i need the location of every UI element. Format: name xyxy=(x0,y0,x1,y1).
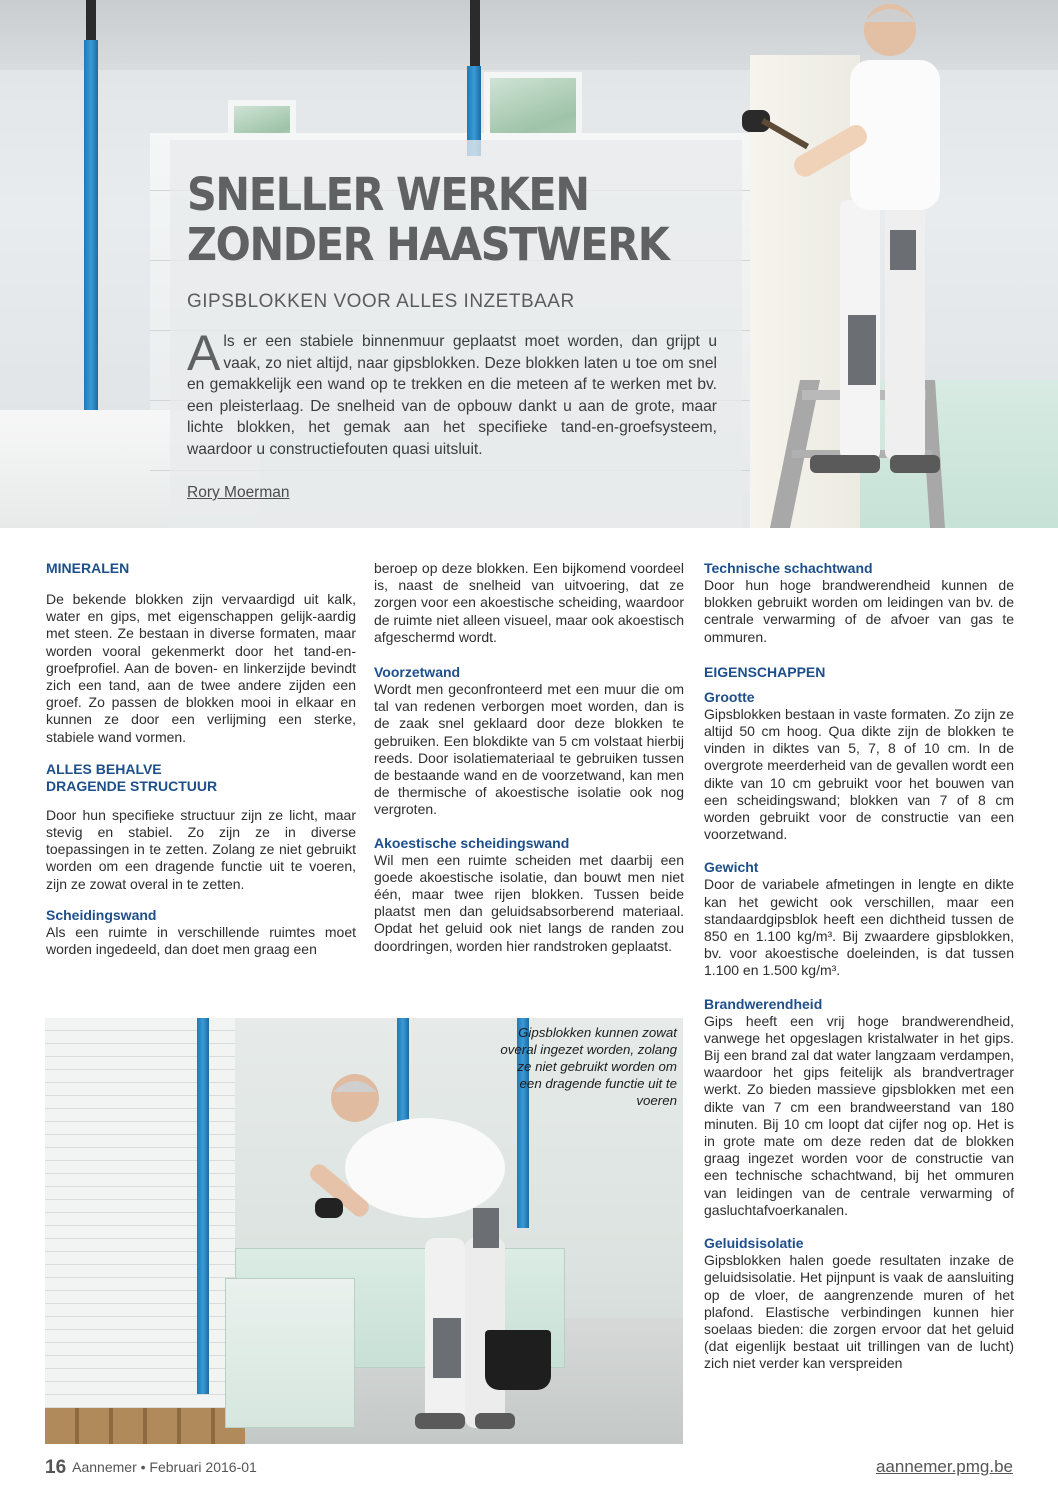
paragraph: beroep op deze blokken. Een bijkomend voordeel is, naast de snelheid van uitvoering, dat ze zorgen voor een akoestische scheiding, waardoor de ruimte niet alleen visueel, maar ook akoestisch afgeschermd wordt. xyxy=(374,560,684,645)
text-column-3 xyxy=(704,560,1014,1373)
title-line-2: ZONDER HAASTWERK xyxy=(187,218,669,271)
prop-rod xyxy=(86,0,96,40)
paragraph: Gipsblokken bestaan in vaste formaten. Zo zijn ze altijd 50 cm hoog. Qua dikte zijn de blokken te vinden in diktes van 5, 7, 8 of 10 cm. In de overgrote meerderheid van de gevallen wordt een dikte van 10 cm gebruikt voor het bouwen van een scheidingswand; blokken van 7 of 8 cm worden gebruikt voor de constructie van een voorzetwand. xyxy=(704,705,1014,843)
title-line-1: SNELLER WERKEN xyxy=(187,168,589,221)
paragraph: Als een ruimte in verschillende ruimtes moet worden ingedeeld, dan doet men graag een xyxy=(46,923,356,958)
text-column-2 xyxy=(374,560,684,955)
paragraph: Door hun specifieke structuur zijn ze licht, maar stevig en stabiel. Zo zijn ze in diverse toepassingen in te zetten. Zolang ze niet gebruikt worden om een dragende functie uit te voeren, zijn ze zowat overal in te zetten. xyxy=(46,806,356,892)
worker-photo xyxy=(45,1018,683,1444)
footer-left xyxy=(45,1457,257,1479)
paragraph: Wil men een ruimte scheiden met daarbij een goede akoestische isolatie, dan bouwt men niet één, maar twee rijen blokken. Tussen beide plaatst men dan geluidsabsorberend materiaal. Opdat het geluid ook niet langs de randen zou doordringen, worden hier randstroken geplaatst. xyxy=(374,851,684,954)
intro-text: ls er een stabiele binnenmuur geplaatst moet worden, dan grijpt u vaak, zo niet altijd, naar gipsblokken. Deze blokken laten u toe om snel en gemakkelijk een wand op te trekken en die meteen af te werken met bv. een pleisterlaag. De snelheid van de opbouw dankt u aan de grote, maar lichte blokken, het gemak aan het specifieke tand-en-groefsysteem, waardoor u constructiefouten quasi uitsluit. xyxy=(187,333,717,458)
article-subtitle: GIPSBLOKKEN VOOR ALLES INZETBAAR xyxy=(187,291,575,312)
subheading: Technische schachtwand xyxy=(704,560,873,576)
section-heading: EIGENSCHAPPEN xyxy=(704,663,826,680)
drop-cap: A xyxy=(187,325,221,381)
subheading: Voorzetwand xyxy=(374,664,461,681)
worker-on-ladder-illustration xyxy=(730,0,1058,528)
photo-caption: Gipsblokken kunnen zowat overal ingezet worden, zolang ze niet gebruikt worden om een dragende functie uit te voeren xyxy=(500,1025,677,1108)
subheading: Scheidingswand xyxy=(46,906,157,923)
text-column-1 xyxy=(46,560,356,958)
paragraph: Door de variabele afmetingen in lengte en dikte kan het gewicht ook verschillen, maar een standaardgipsblok heeft een dichtheid tussen de 850 en 1.100 kg/m³. Bij zwaardere gipsblokken, bv. voor akoestische doeleinden, is dat tussen 1.100 en 1.500 kg/m³. xyxy=(704,876,1014,979)
paragraph: Gipsblokken halen goede resultaten inzake de geluidsisolatie. Het pijnpunt is vaak de aansluiting op de vloer, de aangrenzende muren of het plafond. Elastische verbindingen kunnen hier soelaas bieden: die zorgen ervoor dat het geluid (dat eigenlijk bestaat uit trillingen van de lucht) zich niet verder kan verspreiden xyxy=(704,1252,1014,1372)
publication-info: Aannemer • Februari 2016-01 xyxy=(72,1459,257,1475)
intro-paragraph xyxy=(187,325,717,461)
section-heading xyxy=(46,761,356,795)
blue-prop xyxy=(84,40,98,410)
section-heading: MINERALEN xyxy=(46,560,130,576)
website-link[interactable]: aannemer.pmg.be xyxy=(875,1457,1013,1476)
bucket xyxy=(485,1330,551,1390)
paragraph: Wordt men geconfronteerd met een muur die om tal van redenen verborgen moet worden, dan is de zaak snel geklaard door deze blokken te gebruiken. Een blokdikte van 5 cm volstaat hierbij reeds. Door isolatiemateriaal te gebruiken tussen de bestaande wand en de voorzetwand, kan men de thermische of akoestische isolatie ook nog vergroten. xyxy=(374,681,684,818)
heading-line: ALLES BEHALVE xyxy=(46,760,162,777)
paragraph: De bekende blokken zijn vervaardigd uit kalk, water en gips, met eigenschappen gelijk-aardig met steen. Ze bestaan in diverse formaten, maar worden vooral gekenmerkt door het tand-en-groefprofiel. Aan de boven- en linkerzijde bevindt zich een tand, aan de twee andere zijden een groef. Zo passen de blokken mooi in elkaar en kunnen ze door een verlijming een sterke, stabiele wand vormen. xyxy=(46,591,356,745)
subheading: Grootte xyxy=(704,688,755,705)
blue-prop xyxy=(197,1018,209,1394)
prop-rod xyxy=(470,0,480,66)
heading-line: DRAGENDE STRUCTUUR xyxy=(46,777,218,794)
author-link[interactable]: Rory Moerman xyxy=(187,484,290,501)
subheading: Akoestische scheidingswand xyxy=(374,834,570,851)
article-title xyxy=(187,170,702,270)
paragraph: Door hun hoge brandwerendheid kunnen de blokken gebruikt worden om leidingen van bv. de centrale verwarming of de afvoer van gas te ommuren. xyxy=(704,577,1014,645)
subheading: Brandwerendheid xyxy=(704,995,823,1012)
subheading: Gewicht xyxy=(704,859,759,876)
page-number: 16 xyxy=(45,1457,67,1478)
pallet xyxy=(45,1408,245,1444)
subheading: Geluidsisolatie xyxy=(704,1235,804,1252)
paragraph: Gips heeft een vrij hoge brandwerendheid, vanwege het opgeslagen kristalwater in het gips. Bij een brand zal dat water langzaam verdampen, waardoor het gips feitelijk als brandvertrager werkt. Zo bieden massieve gipsblokken met een dikte van 7 cm een brandweerstand van 180 minuten. Bij 10 cm loopt dat cijfer nog op. Het is in grote mate om deze reden dat de blokken graag ingezet worden voor de constructie van een technische schachtwand, bij het ommuren van leidingen van de centrale verwarming of gasluchtafvoerkanalen. xyxy=(704,1012,1014,1218)
